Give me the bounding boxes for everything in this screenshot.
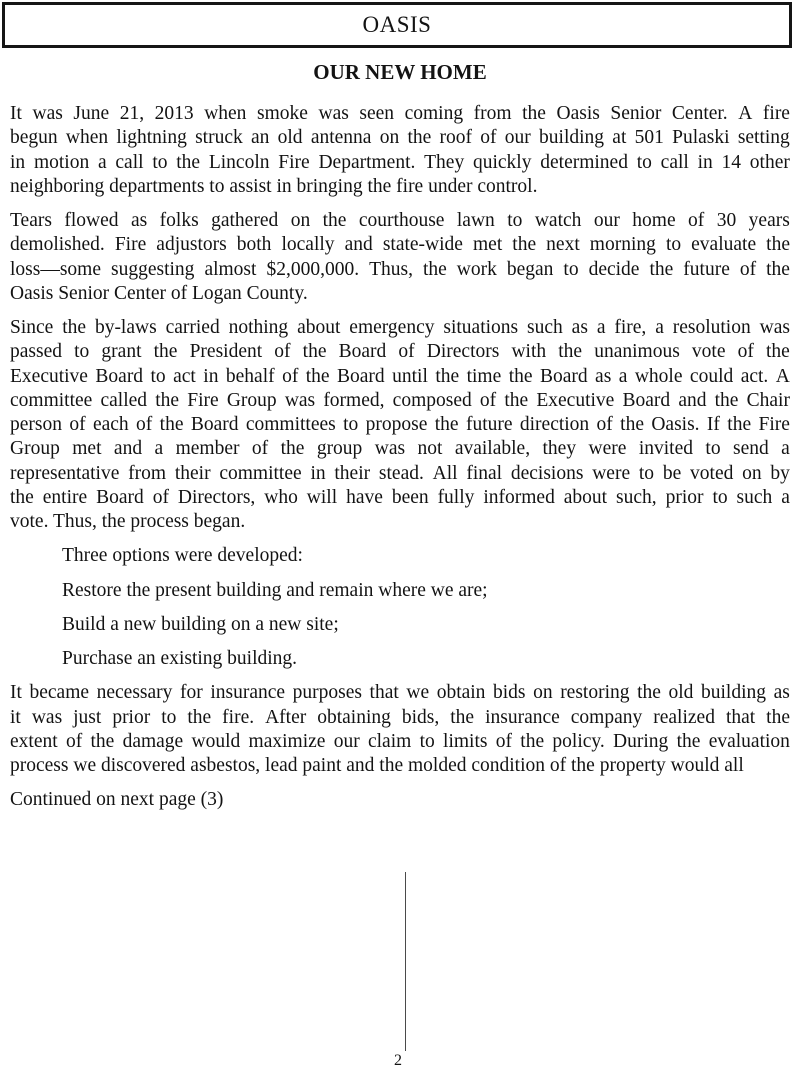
- text-line: Tears flowed as folks gathered on the courthouse lawn to watch our home of 30 years: [10, 210, 790, 231]
- text-line: committee called the Fire Group was formed, composed of the Executive Board and the Chair: [10, 389, 790, 411]
- text-line: Since the by-laws carried nothing about emergency situations such as a fire, a resolution was: [10, 317, 790, 338]
- continued-note: Continued on next page (3): [10, 789, 224, 811]
- text-line: passed to grant the President of the Board of Directors with the unanimous vote of the: [10, 341, 790, 363]
- text-line: Purchase an existing building.: [62, 648, 298, 669]
- text-line: neighboring departments to assist in bringing the fire under control.: [10, 175, 538, 197]
- article-body: [10, 102, 790, 813]
- paragraph: [10, 209, 790, 306]
- list-paragraph: [10, 613, 790, 637]
- page-number: 2: [394, 1052, 402, 1069]
- text-line: vote. Thus, the process began.: [10, 511, 246, 532]
- text-line: extent of the damage would maximize our claim to limits of the policy. During the evaluation: [10, 730, 790, 752]
- text-line: in motion a call to the Lincoln Fire Department. They quickly determined to call in 14 other: [10, 151, 790, 173]
- text-line: loss—some suggesting almost $2,000,000. Thus, the work began to decide the future of the: [10, 258, 790, 280]
- text-line: person of each of the Board committees to propose the future direction of the Oasis. If the Fire: [10, 414, 790, 435]
- text-line: demolished. Fire adjustors both locally and state-wide met the next morning to evaluate the: [10, 234, 790, 256]
- page-title: OUR NEW HOME: [313, 60, 487, 84]
- text-line: begun when lightning struck an old antenna on the roof of our building at 501 Pulaski setting: [10, 127, 790, 149]
- paragraph: [10, 102, 790, 199]
- paragraph: [10, 316, 790, 534]
- list-paragraph: [10, 544, 790, 568]
- list-paragraph: [10, 579, 790, 603]
- text-line: It became necessary for insurance purposes that we obtain bids on restoring the old building as: [10, 682, 790, 704]
- text-line: representative from their committee in their stead. All final decisions were to be voted on by: [10, 462, 790, 484]
- text-line: Three options were developed:: [62, 545, 303, 567]
- text-line: Build a new building on a new site;: [62, 613, 339, 635]
- text-line: Group met and a member of the group was not available, they were invited to send a: [10, 438, 790, 460]
- text-line: it was just prior to the fire. After obtaining bids, the insurance company realized that the: [10, 706, 790, 728]
- text-line: Oasis Senior Center of Logan County.: [10, 282, 308, 304]
- text-line: Executive Board to act in behalf of the Board until the time the Board as a whole could act. A: [10, 365, 790, 387]
- paragraph: [10, 681, 790, 778]
- text-line: Restore the present building and remain where we are;: [62, 579, 488, 601]
- column-divider-line: [405, 872, 406, 1051]
- text-line: process we discovered asbestos, lead paint and the molded condition of the property would all: [10, 755, 744, 776]
- masthead-box: [2, 2, 792, 48]
- text-line: It was June 21, 2013 when smoke was seen coming from the Oasis Senior Center. A fire: [10, 103, 790, 124]
- list-paragraph: [10, 647, 790, 671]
- text-line: the entire Board of Directors, who will have been fully informed about such, prior to such a: [10, 486, 790, 508]
- masthead-title: OASIS: [362, 12, 432, 37]
